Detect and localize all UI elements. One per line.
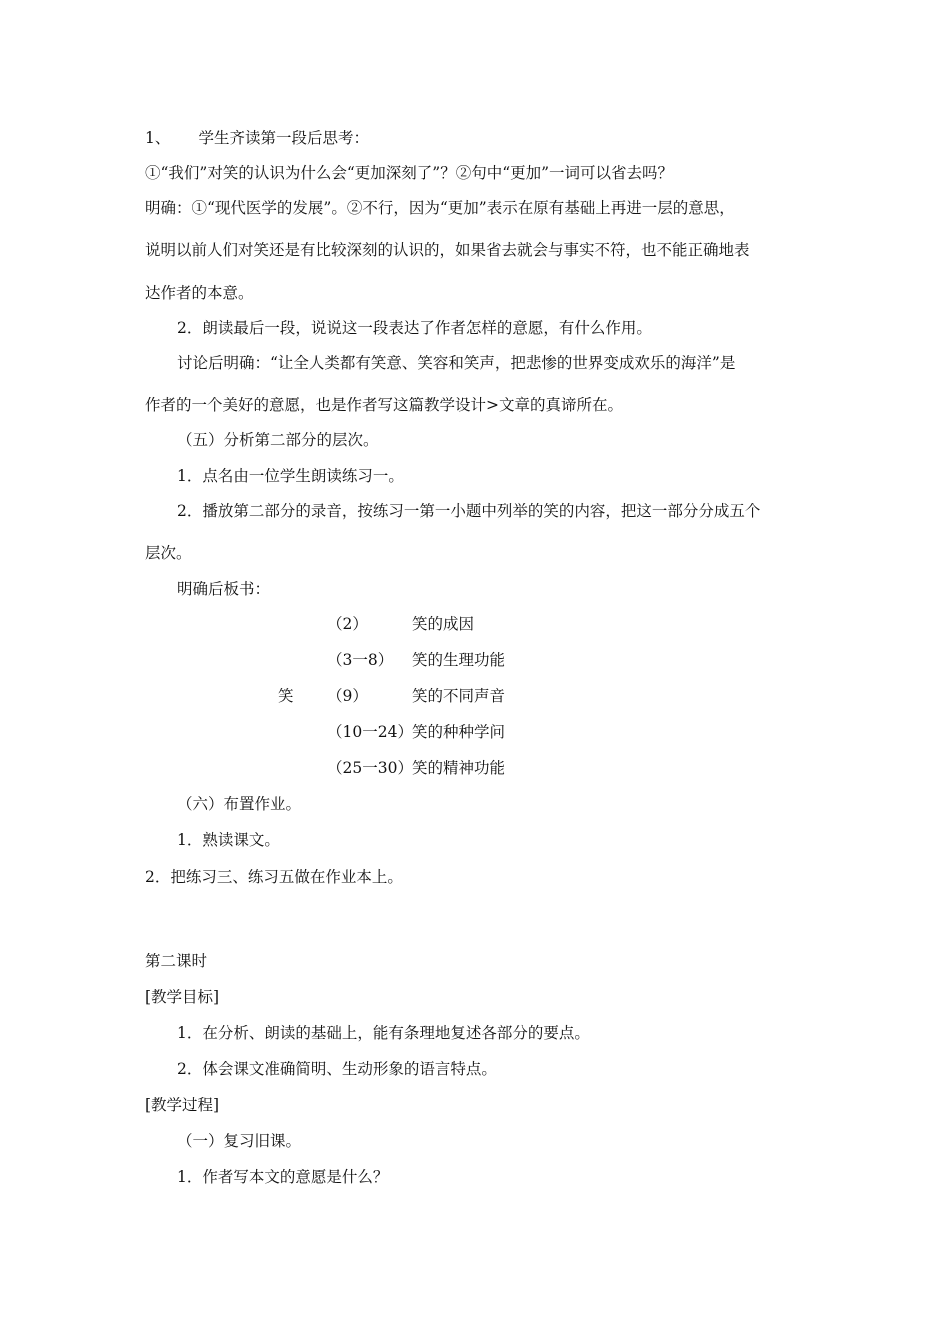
paragraph-line: 明确后板书： xyxy=(177,580,271,598)
board-row-text: 笑的精神功能 xyxy=(412,759,506,777)
board-row-text: 笑的成因 xyxy=(412,615,475,633)
section-heading: （五）分析第二部分的层次。 xyxy=(177,431,379,449)
paragraph-line: 明确：①“现代医学的发展”。②不行，因为“更加”表示在原有基础上再进一层的意思， xyxy=(145,199,735,217)
paragraph-line: 作者的一个美好的意愿，也是作者写这篇教学设计>文章的真谛所在。 xyxy=(145,396,623,414)
board-row-text: 笑的不同声音 xyxy=(412,687,506,705)
paragraph-line: 1．作者写本文的意愿是什么？ xyxy=(177,1168,389,1186)
paragraph-line: 层次。 xyxy=(145,544,192,562)
board-main-label: 笑 xyxy=(278,687,294,705)
section-heading: （六）布置作业。 xyxy=(177,795,302,813)
paragraph-line: 1、 学生齐读第一段后思考： xyxy=(145,129,370,147)
paragraph-line: 1．熟读课文。 xyxy=(177,831,280,849)
board-row-text: 笑的种种学问 xyxy=(412,723,506,741)
section-heading: （一）复习旧课。 xyxy=(177,1132,302,1150)
board-row-range: （25一30） xyxy=(327,759,413,777)
section-heading: [教学目标] xyxy=(145,988,220,1006)
board-row-range: （3一8） xyxy=(327,651,394,669)
board-row-range: （9） xyxy=(327,687,368,705)
paragraph-line: 2．体会课文准确简明、生动形象的语言特点。 xyxy=(177,1060,497,1078)
paragraph-line: 达作者的本意。 xyxy=(145,284,254,302)
paragraph-line: 讨论后明确：“让全人类都有笑意、笑容和笑声，把悲惨的世界变成欢乐的海洋”是 xyxy=(177,354,736,372)
paragraph-line: 1．点名由一位学生朗读练习一。 xyxy=(177,467,404,485)
lesson-heading: 第二课时 xyxy=(145,952,208,970)
paragraph-line: 说明以前人们对笑还是有比较深刻的认识的，如果省去就会与事实不符，也不能正确地表 xyxy=(145,241,750,259)
board-row-text: 笑的生理功能 xyxy=(412,651,506,669)
paragraph-line: 1．在分析、朗读的基础上，能有条理地复述各部分的要点。 xyxy=(177,1024,590,1042)
paragraph-line: 2．播放第二部分的录音，按练习一第一小题中列举的笑的内容，把这一部分分成五个 xyxy=(177,502,761,520)
paragraph-line: 2．朗读最后一段，说说这一段表达了作者怎样的意愿，有什么作用。 xyxy=(177,319,652,337)
section-heading: [教学过程] xyxy=(145,1096,220,1114)
paragraph-line: ①“我们”对笑的认识为什么会“更加深刻了”？②句中“更加”一词可以省去吗？ xyxy=(145,164,674,182)
board-row-range: （10一24） xyxy=(327,723,413,741)
board-row-range: （2） xyxy=(327,615,368,633)
paragraph-line: 2．把练习三、练习五做在作业本上。 xyxy=(145,868,403,886)
